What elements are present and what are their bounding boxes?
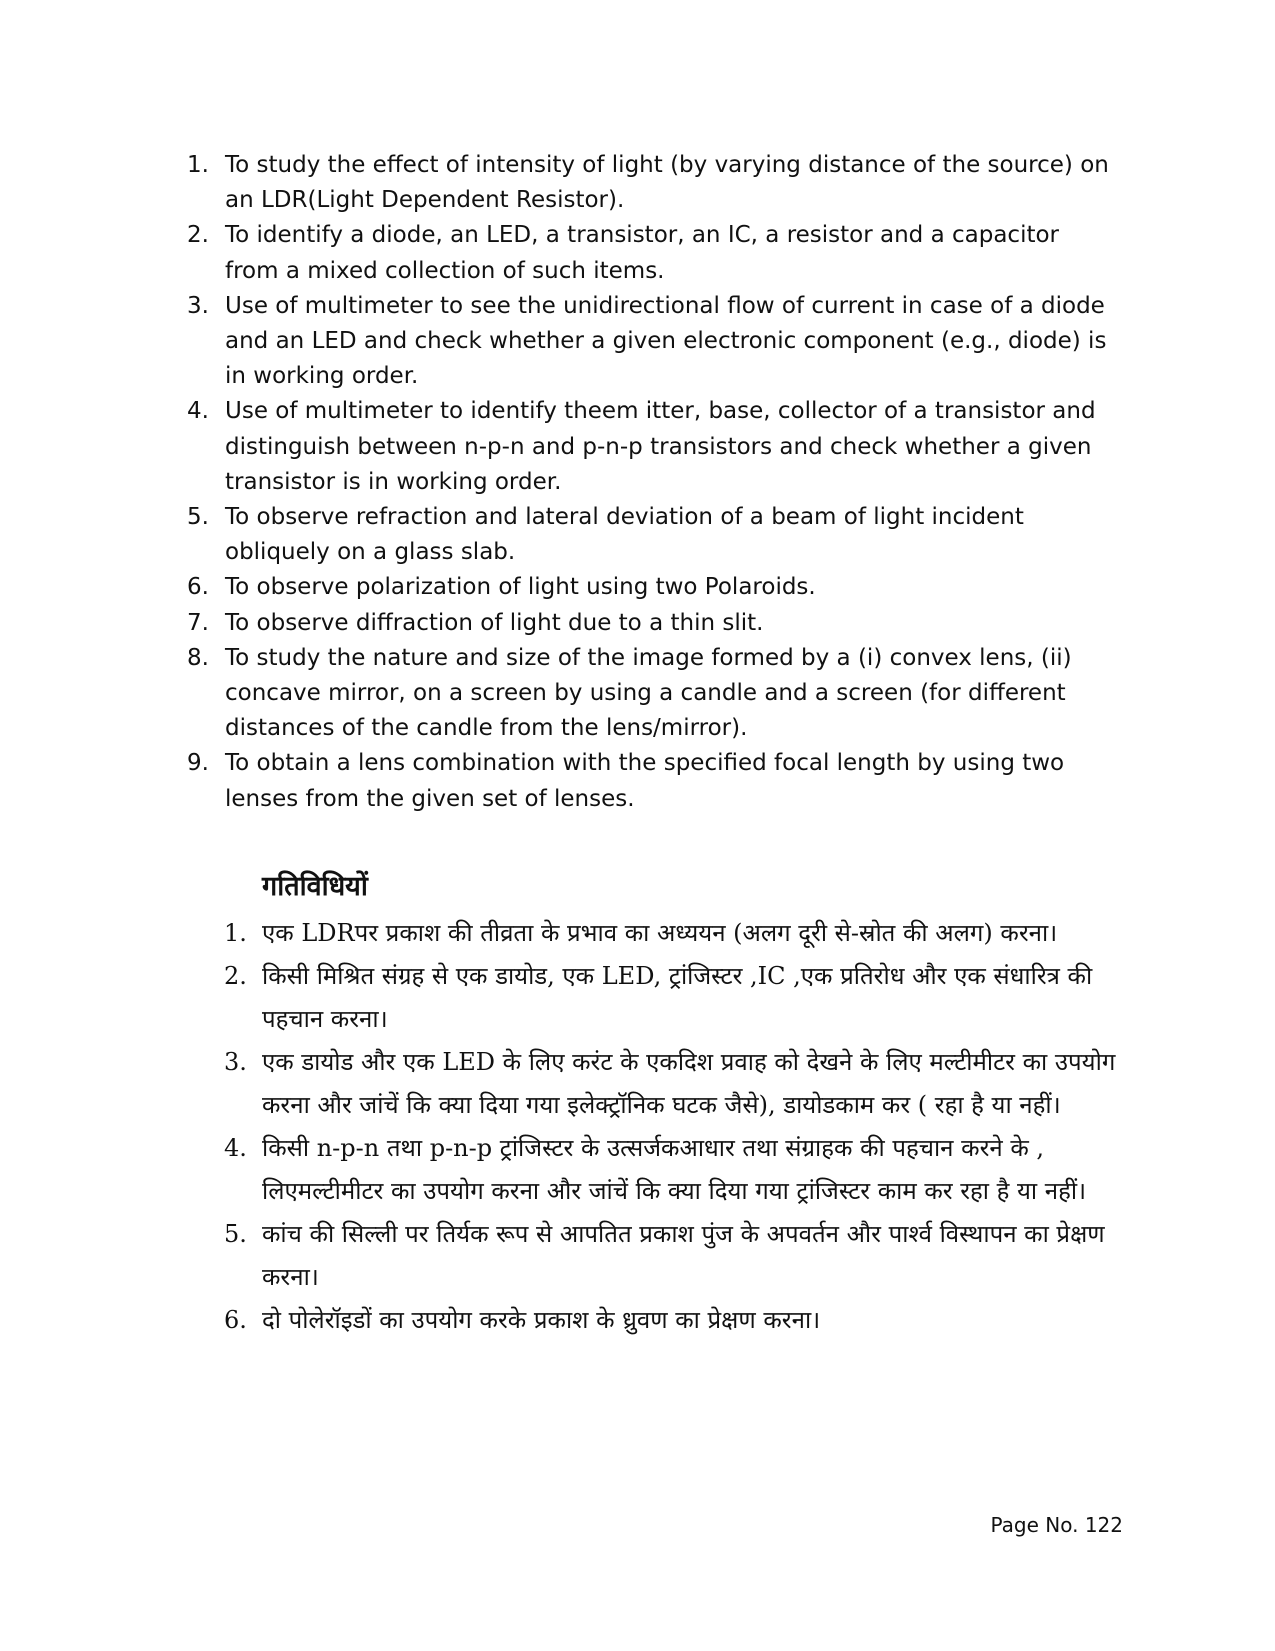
list-item bbox=[224, 1213, 1134, 1299]
list-item bbox=[187, 148, 1117, 218]
list-item-text: दो पोलेरॉइडों का उपयोग करके प्रकाश के ध्रुवण का प्रेक्षण करना। bbox=[262, 1306, 821, 1334]
list-item-text: To study the effect of intensity of light (by varying distance of the source) on an LDR(Light Dependent Resistor). bbox=[225, 152, 1109, 214]
list-item-number: 7. bbox=[187, 609, 209, 636]
list-item bbox=[224, 912, 1134, 955]
list-item-number: 4. bbox=[224, 1134, 247, 1162]
list-item-number: 4. bbox=[187, 398, 209, 425]
list-item-text: एक डायोड और एक LED के लिए करंट के एकदिश प्रवाह को देखने के लिए मल्टीमीटर का उपयोग करना और जांचें कि क्या दिया गया इलेक्ट्रॉनिक घटक जैसे), डायोडकाम कर ( रहा है या नहीं। bbox=[262, 1048, 1116, 1119]
list-item-text: To observe diffraction of light due to a thin slit. bbox=[225, 609, 764, 636]
english-activity-list bbox=[187, 148, 1117, 817]
list-item-number: 9. bbox=[187, 750, 209, 777]
list-item-text: To obtain a lens combination with the specified focal length by using two lenses from the given set of lenses. bbox=[225, 750, 1065, 812]
list-item bbox=[187, 500, 1117, 570]
list-item-text: To observe polarization of light using two Polaroids. bbox=[225, 574, 816, 601]
list-item bbox=[187, 289, 1117, 395]
list-item bbox=[187, 746, 1117, 816]
list-item-text: किसी मिश्रित संग्रह से एक डायोड, एक LED, ट्रांजिस्टर ,IC ,एक प्रतिरोध और एक संधारित्र की पहचान करना। bbox=[262, 962, 1093, 1033]
list-item-text: To identify a diode, an LED, a transistor, an IC, a resistor and a capacitor from a mixed collection of such items. bbox=[225, 222, 1060, 284]
list-item bbox=[224, 1041, 1134, 1127]
list-item-text: किसी n-p-n तथा p-n-p ट्रांजिस्टर के उत्सर्जकआधार तथा संग्राहक की पहचान करने के , लिएमल्टीमीटर का उपयोग करना और जांचें कि क्या दिया गया ट्रांजिस्टर काम कर रहा है या नहीं। bbox=[262, 1134, 1087, 1205]
list-item bbox=[187, 218, 1117, 288]
hindi-section-heading: गतिविधियों bbox=[262, 871, 368, 902]
hindi-activity-list bbox=[224, 912, 1134, 1342]
list-item-number: 2. bbox=[224, 962, 247, 990]
list-item bbox=[224, 1299, 1134, 1342]
list-item-number: 1. bbox=[187, 152, 209, 178]
list-item-text: कांच की सिल्ली पर तिर्यक रूप से आपतित प्रकाश पुंज के अपवर्तन और पार्श्व विस्थापन का प्रेक्षण करना। bbox=[262, 1220, 1105, 1291]
list-item-text: Use of multimeter to see the unidirectional flow of current in case of a diode and an LED and check whether a given electronic component (e.g., diode) is in working order. bbox=[225, 292, 1107, 390]
page-number: Page No. 122 bbox=[990, 1513, 1123, 1537]
list-item bbox=[224, 955, 1134, 1041]
list-item-number: 8. bbox=[187, 644, 209, 671]
list-item-number: 1. bbox=[224, 919, 247, 947]
list-item-number: 5. bbox=[224, 1220, 247, 1248]
list-item bbox=[187, 394, 1117, 500]
list-item-number: 6. bbox=[224, 1306, 247, 1334]
list-item-text: To study the nature and size of the image formed by a (i) convex lens, (ii) concave mirror, on a screen by using a candle and a screen (for different distances of the candle from the lens/mirror). bbox=[225, 644, 1072, 742]
list-item-text: एक LDRपर प्रकाश की तीव्रता के प्रभाव का अध्ययन (अलग दूरी से-स्रोत की अलग) करना। bbox=[262, 919, 1058, 947]
list-item-number: 5. bbox=[187, 504, 209, 531]
list-item-number: 6. bbox=[187, 574, 209, 601]
list-item-text: To observe refraction and lateral deviation of a beam of light incident obliquely on a glass slab. bbox=[225, 504, 1024, 566]
list-item bbox=[187, 606, 1117, 641]
list-item-number: 3. bbox=[187, 292, 209, 319]
list-item-number: 2. bbox=[187, 222, 209, 249]
list-item-text: Use of multimeter to identify theem itter, base, collector of a transistor and distinguish between n-p-n and p-n-p transistors and check whether a given transistor is in working order. bbox=[225, 398, 1096, 495]
list-item bbox=[187, 641, 1117, 747]
list-item bbox=[187, 570, 1117, 605]
list-item-number: 3. bbox=[224, 1048, 247, 1076]
list-item bbox=[224, 1127, 1134, 1213]
